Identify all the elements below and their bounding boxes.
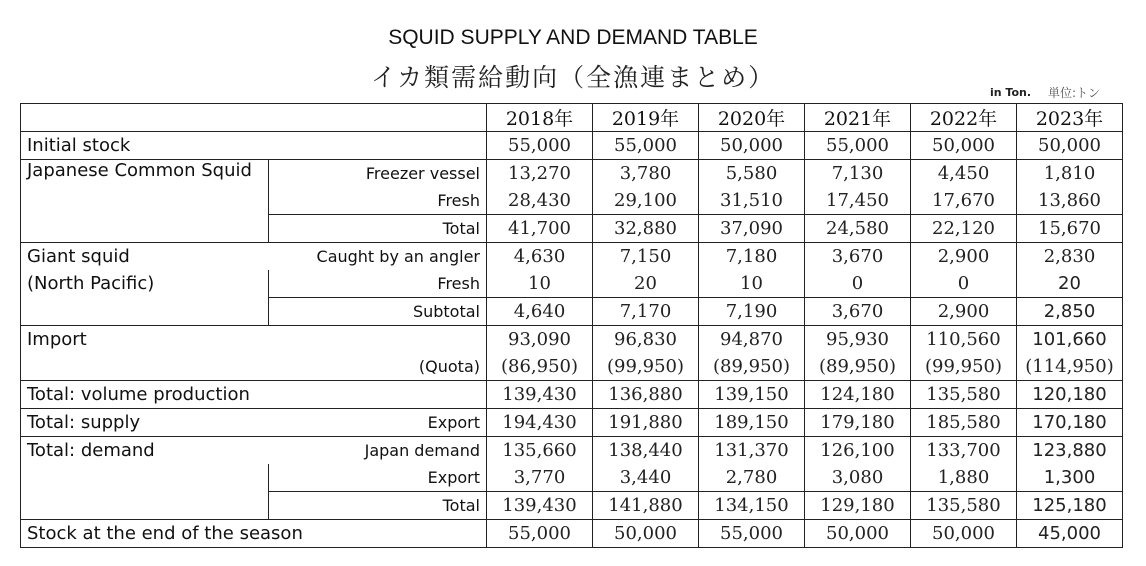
value-cell: (99,950): [593, 353, 699, 381]
value-cell: 93,090: [487, 326, 593, 354]
header-blank: [269, 104, 487, 132]
value-cell: 50,000: [805, 520, 911, 548]
unit-label-english: in Ton.: [990, 86, 1032, 99]
value-cell: 13,860: [1017, 187, 1123, 215]
value-cell: 0: [805, 270, 911, 298]
value-cell: 2,900: [911, 298, 1017, 326]
value-cell: 17,670: [911, 187, 1017, 215]
value-cell: 133,700: [911, 437, 1017, 465]
value-cell: 2,900: [911, 243, 1017, 271]
value-cell: (89,950): [805, 353, 911, 381]
value-cell: 55,000: [699, 520, 805, 548]
row-label: Japanese Common Squid: [21, 160, 269, 243]
row-label: Giant squid: [21, 243, 269, 271]
row-label-blank: [21, 298, 269, 326]
value-cell: 194,430: [487, 409, 593, 437]
value-cell: 95,930: [805, 326, 911, 354]
sub-label-blank: [269, 132, 487, 160]
value-cell: 4,640: [487, 298, 593, 326]
value-cell: 13,270: [487, 160, 593, 188]
year-header: 2021年: [805, 104, 911, 132]
value-cell: 7,170: [593, 298, 699, 326]
value-cell: 2,780: [699, 464, 805, 492]
row-label: Import: [21, 326, 269, 354]
value-cell: 110,560: [911, 326, 1017, 354]
value-cell: 126,100: [805, 437, 911, 465]
table-row: [21, 243, 1123, 271]
table-row: [21, 132, 1123, 160]
year-header: 2022年: [911, 104, 1017, 132]
value-cell: 134,150: [699, 492, 805, 520]
value-cell: 124,180: [805, 381, 911, 409]
sub-label: Japan demand: [269, 437, 487, 465]
value-cell: 139,150: [699, 381, 805, 409]
value-cell: 185,580: [911, 409, 1017, 437]
sub-label: Export: [269, 409, 487, 437]
value-cell: 3,670: [805, 243, 911, 271]
value-cell: 28,430: [487, 187, 593, 215]
sub-label: Export: [269, 464, 487, 492]
value-cell: 1,300: [1017, 464, 1123, 492]
value-cell: 22,120: [911, 215, 1017, 243]
value-cell: 55,000: [805, 132, 911, 160]
value-cell: 131,370: [699, 437, 805, 465]
value-cell: 45,000: [1017, 520, 1123, 548]
value-cell: 3,780: [593, 160, 699, 188]
value-cell: 94,870: [699, 326, 805, 354]
value-cell: 141,880: [593, 492, 699, 520]
value-cell: 17,450: [805, 187, 911, 215]
value-cell: 50,000: [593, 520, 699, 548]
value-cell: 129,180: [805, 492, 911, 520]
value-cell: 135,660: [487, 437, 593, 465]
value-cell: 10: [699, 270, 805, 298]
sub-label: Caught by an angler: [269, 243, 487, 271]
value-cell: 2,850: [1017, 298, 1123, 326]
value-cell: 3,440: [593, 464, 699, 492]
table-row: [21, 492, 1123, 520]
table-title-english: SQUID SUPPLY AND DEMAND TABLE: [388, 26, 758, 49]
year-header: 2020年: [699, 104, 805, 132]
sub-label-blank: [269, 326, 487, 354]
value-cell: (86,950): [487, 353, 593, 381]
year-header: 2018年: [487, 104, 593, 132]
value-cell: 1,810: [1017, 160, 1123, 188]
supply-demand-table: [20, 103, 1123, 548]
value-cell: 4,630: [487, 243, 593, 271]
row-label: Total: demand: [21, 437, 269, 465]
table-row: [21, 160, 1123, 188]
value-cell: 139,430: [487, 381, 593, 409]
value-cell: 136,880: [593, 381, 699, 409]
sub-label: Fresh: [269, 270, 487, 298]
value-cell: 101,660: [1017, 326, 1123, 354]
year-header-row: [21, 104, 1123, 132]
sub-label: Subtotal: [269, 298, 487, 326]
value-cell: 3,770: [487, 464, 593, 492]
table-row: [21, 437, 1123, 465]
value-cell: 179,180: [805, 409, 911, 437]
value-cell: 50,000: [1017, 132, 1123, 160]
sub-label: (Quota): [269, 353, 487, 381]
value-cell: 123,880: [1017, 437, 1123, 465]
row-label: Total: volume production: [21, 381, 487, 409]
year-header: 2019年: [593, 104, 699, 132]
sub-label: Fresh: [269, 187, 487, 215]
table-row: [21, 409, 1123, 437]
row-label: Initial stock: [21, 132, 269, 160]
value-cell: 7,180: [699, 243, 805, 271]
value-cell: 0: [911, 270, 1017, 298]
value-cell: 1,880: [911, 464, 1017, 492]
value-cell: 189,150: [699, 409, 805, 437]
value-cell: 10: [487, 270, 593, 298]
value-cell: 96,830: [593, 326, 699, 354]
table-row: [21, 381, 1123, 409]
row-label: (North Pacific): [21, 270, 269, 298]
value-cell: 55,000: [487, 520, 593, 548]
sub-label: Freezer vessel: [269, 160, 487, 188]
value-cell: 135,580: [911, 492, 1017, 520]
value-cell: 50,000: [911, 132, 1017, 160]
value-cell: 55,000: [487, 132, 593, 160]
value-cell: 3,670: [805, 298, 911, 326]
row-label-blank: [21, 464, 269, 492]
value-cell: 2,830: [1017, 243, 1123, 271]
value-cell: (99,950): [911, 353, 1017, 381]
value-cell: 24,580: [805, 215, 911, 243]
value-cell: 135,580: [911, 381, 1017, 409]
row-label: Stock at the end of the season: [21, 520, 487, 548]
value-cell: 15,670: [1017, 215, 1123, 243]
value-cell: 31,510: [699, 187, 805, 215]
value-cell: 29,100: [593, 187, 699, 215]
year-header: 2023年: [1017, 104, 1123, 132]
value-cell: 7,190: [699, 298, 805, 326]
value-cell: 139,430: [487, 492, 593, 520]
table-row: [21, 270, 1123, 298]
row-label-blank: [21, 353, 269, 381]
value-cell: 32,880: [593, 215, 699, 243]
table-title-japanese: イカ類需給動向（全漁連まとめ）: [370, 63, 776, 92]
row-label: Total: supply: [21, 409, 269, 437]
value-cell: 125,180: [1017, 492, 1123, 520]
table-row: [21, 326, 1123, 354]
value-cell: 170,180: [1017, 409, 1123, 437]
unit-label-japanese: 単位:トン: [1048, 86, 1101, 100]
value-cell: 37,090: [699, 215, 805, 243]
value-cell: 120,180: [1017, 381, 1123, 409]
value-cell: 4,450: [911, 160, 1017, 188]
value-cell: 20: [593, 270, 699, 298]
value-cell: (89,950): [699, 353, 805, 381]
value-cell: 7,130: [805, 160, 911, 188]
value-cell: 55,000: [593, 132, 699, 160]
table-row: [21, 520, 1123, 548]
value-cell: (114,950): [1017, 353, 1123, 381]
sub-label: Total: [269, 215, 487, 243]
value-cell: 50,000: [699, 132, 805, 160]
value-cell: 138,440: [593, 437, 699, 465]
value-cell: 3,080: [805, 464, 911, 492]
value-cell: 41,700: [487, 215, 593, 243]
value-cell: 191,880: [593, 409, 699, 437]
table-row: [21, 298, 1123, 326]
value-cell: 50,000: [911, 520, 1017, 548]
sub-label: Total: [269, 492, 487, 520]
header-blank: [21, 104, 269, 132]
table-row: [21, 353, 1123, 381]
value-cell: 20: [1017, 270, 1123, 298]
row-label-blank: [21, 492, 269, 520]
value-cell: 7,150: [593, 243, 699, 271]
value-cell: 5,580: [699, 160, 805, 188]
table-row: [21, 464, 1123, 492]
